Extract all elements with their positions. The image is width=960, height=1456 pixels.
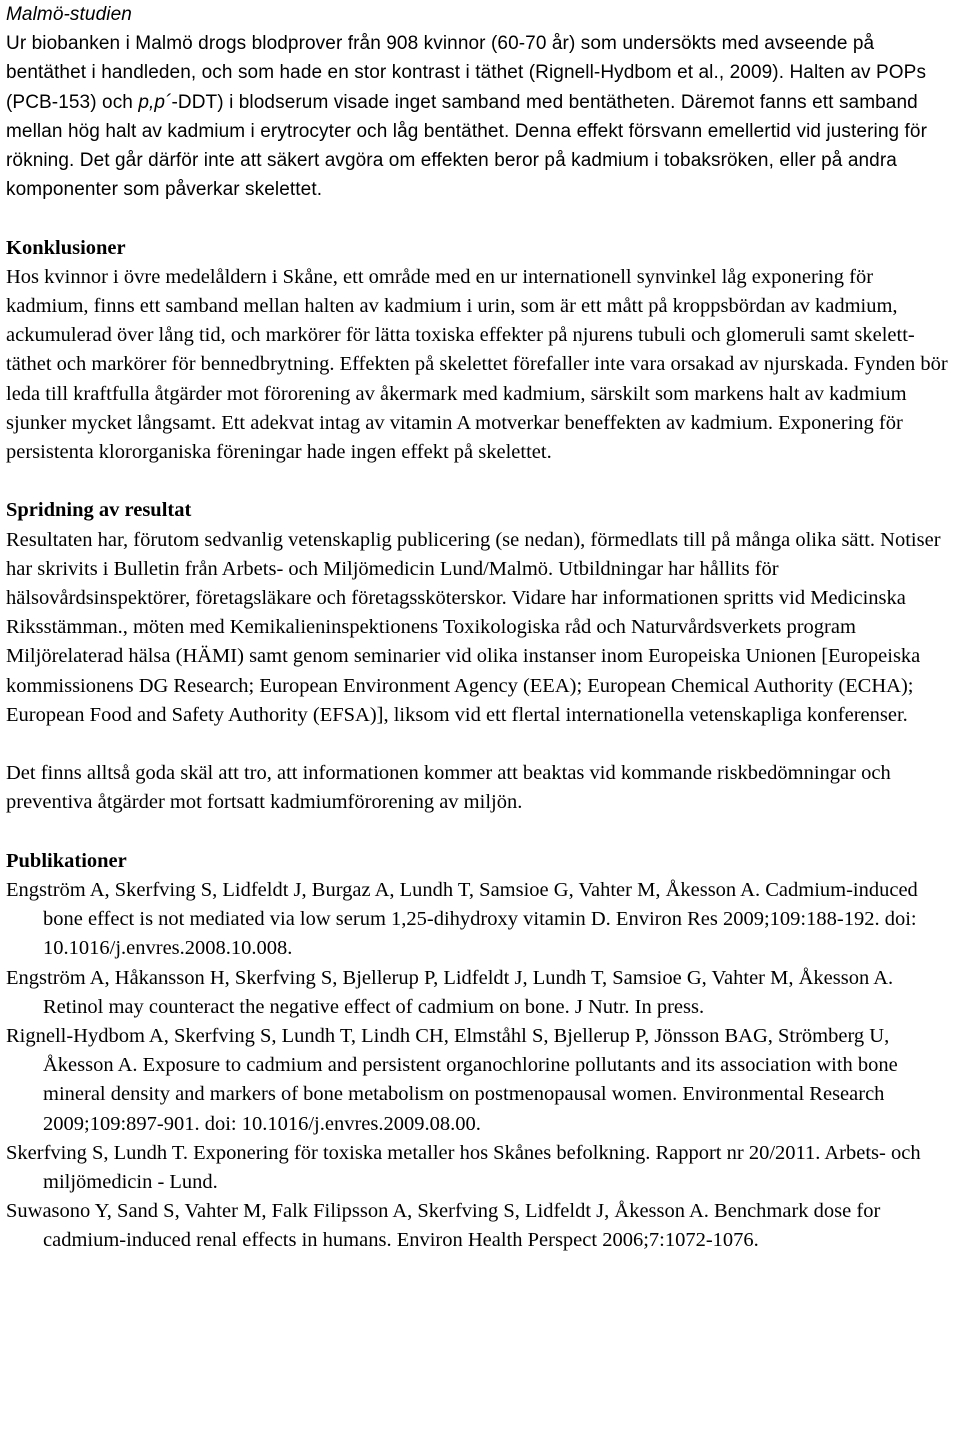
spacer	[6, 818, 956, 847]
malmo-text-3: -DDT) i blodserum visade inget samband med bentätheten. Däremot fanns ett samband mellan hög halt av kadmium i erytrocyter och låg bentäthet. Denna effekt försvann emellertid vid justering för rökning. Det går därför inte att säkert avgöra om effekten beror på kadmium i tobaksröken, eller på andra komponenter som påverkar skelettet.	[6, 91, 928, 201]
reference-item: Engström A, Skerfving S, Lidfeldt J, Burgaz A, Lundh T, Samsioe G, Vahter M, Åkesson A. Cadmium-induced bone effect is not mediated via low serum 1,25-dihydroxy vitamin D. Environ Res 2009;109:188-192. doi: 10.1016/j.envres.2008.10.008.	[6, 879, 918, 960]
heading-spridning: Spridning av resultat	[6, 499, 192, 522]
reference-item: Rignell-Hydbom A, Skerfving S, Lundh T, Lindh CH, Elmståhl S, Bjellerup P, Jönsson BAG, Strömberg U, Åkesson A. Exposure to cadmium and persistent organochlorine pollutants and its association with bone mineral density and markers of bone metabolism on postmenopausal women. Environmental Research 2009;109:897-901. doi: 10.1016/j.envres.2009.08.00.	[6, 1025, 898, 1135]
malmo-paragraph	[6, 29, 956, 204]
malmo-text-ddt: p,p´	[138, 91, 172, 113]
heading-konklusioner: Konklusioner	[6, 236, 126, 259]
malmo-text-2: Halten av POPs (PCB-153) och	[6, 62, 927, 113]
spridning-paragraph-1: Resultaten har, förutom sedvanlig vetenskaplig publicering (se nedan), förmedlats till på många olika sätt. Notiser har skrivits i Bulletin från Arbets- och Miljömedicin Lund/Malmö. Utbildningar har hållits för hälsovårdsinspektörer, företagsläkare och företagssköterskor. Vidare har informationen spritts vid Medicinska Riksstämman., möten med Kemikalieninspektionens Toxikologiska råd och Naturvårdsverkets program Miljörelaterad hälsa (HÄMI) samt genom seminarier vid olika instanser inom Europeiska Unionen [Europeiska kommissionens DG Research; European Environment Agency (EEA); European Chemical Authority (ECHA); European Food and Safety Authority (EFSA)], liksom vid ett flertal internationella vetenskapliga konferenser.	[6, 528, 941, 726]
section-title-malmo: Malmö-studien	[6, 4, 132, 25]
spacer	[6, 204, 956, 233]
spacer	[6, 467, 956, 496]
spridning-paragraph-2: Det finns alltså goda skäl att tro, att informationen kommer att beaktas vid kommande riskbedömningar och preventiva åtgärder mot fortsatt kadmiumförorening av miljön.	[6, 762, 891, 814]
malmo-text-1: Ur biobanken i Malmö drogs blodprover från 908 kvinnor (60-70 år) som undersökts med avseende på bentäthet i handleden, och som hade en stor kontrast i täthet (Rignell-Hydbom et al., 2009).	[6, 33, 875, 84]
reference-item: Skerfving S, Lundh T. Exponering för toxiska metaller hos Skånes befolkning. Rapport nr 20/2011. Arbets- och miljömedicin - Lund.	[6, 1141, 921, 1194]
reference-item: Suwasono Y, Sand S, Vahter M, Falk Filipsson A, Skerfving S, Lidfeldt J, Åkesson A. Benchmark dose for cadmium-induced renal effects in humans. Environ Health Perspect 2006;7:1072-1076.	[6, 1200, 881, 1252]
konklusioner-paragraph: Hos kvinnor i övre medelåldern i Skåne, ett område med en ur internationell synvinkel låg exponering för kadmium, finns ett samband mellan halten av kadmium i urin, som är ett mått på kroppsbördan av kadmium, ackumulerad över lång tid, och markörer för lätta toxiska effekter på njurens tubuli och glomeruli samt skelett-täthet och markörer för bennedbrytning. Effekten på skelettet förefaller inte vara orsakad av njurskada. Fynden bör leda till kraftfulla åtgärder mot förorening av åkermark med kadmium, särskilt som markens halt av kadmium sjunker mycket långsamt. Ett adekvat intag av vitamin A motverkar beneffekten av kadmium. Exponering för persistenta klororganiska föreningar hade ingen effekt på skelettet.	[6, 265, 948, 464]
reference-item: Engström A, Håkansson H, Skerfving S, Bjellerup P, Lidfeldt J, Lundh T, Samsioe G, Vahter M, Åkesson A. Retinol may counteract the negative effect of cadmium on bone. J Nutr. In press.	[6, 966, 894, 1018]
spacer	[6, 730, 956, 759]
heading-publikationer: Publikationer	[6, 849, 127, 872]
